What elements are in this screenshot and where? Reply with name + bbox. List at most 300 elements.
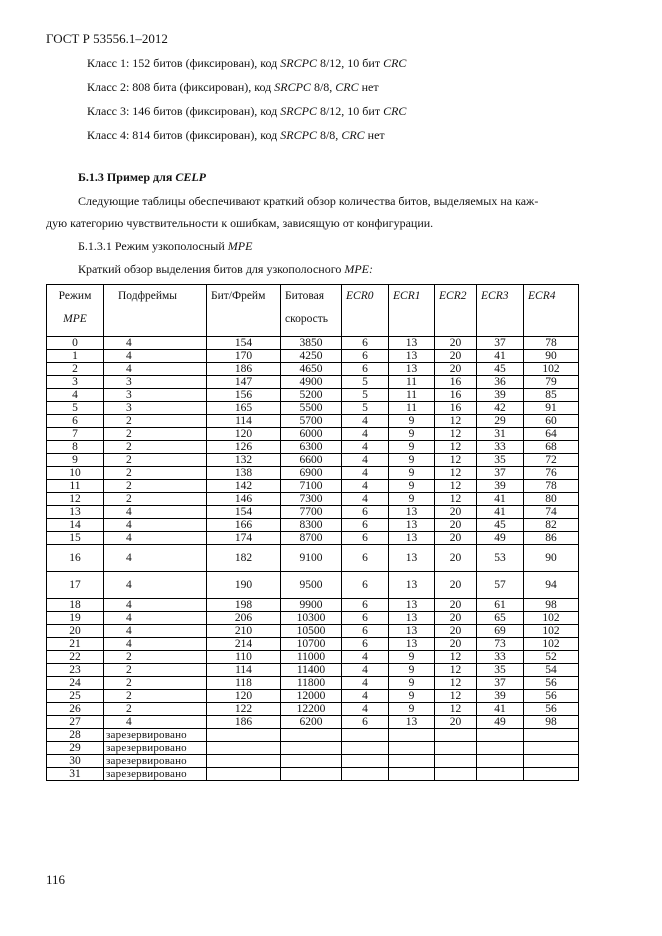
- table-cell: 85: [524, 389, 579, 402]
- table-cell: 3: [104, 389, 207, 402]
- table-cell: 12: [435, 480, 477, 493]
- table-cell: 102: [524, 612, 579, 625]
- table-cell: 114: [207, 664, 281, 677]
- table-cell: 4: [342, 441, 389, 454]
- table-cell: 174: [207, 532, 281, 545]
- table-cell: 4: [104, 363, 207, 376]
- table-cell: 76: [524, 467, 579, 480]
- table-cell: 126: [207, 441, 281, 454]
- table-cell: [435, 768, 477, 781]
- table-cell: 4650: [281, 363, 342, 376]
- table-cell: 4: [104, 625, 207, 638]
- table-cell: 16: [435, 402, 477, 415]
- table-row: [47, 572, 579, 599]
- table-cell: 90: [524, 545, 579, 572]
- table-cell: 30: [47, 755, 104, 768]
- table-row: [47, 599, 579, 612]
- table-cell: 12: [435, 690, 477, 703]
- table-cell: 4900: [281, 376, 342, 389]
- table-cell: 13: [389, 506, 435, 519]
- table-cell: 4: [342, 651, 389, 664]
- table-cell: 41: [477, 350, 524, 363]
- table-cell: 9900: [281, 599, 342, 612]
- table-cell: 182: [207, 545, 281, 572]
- table-cell: 146: [207, 493, 281, 506]
- table-row: [47, 493, 579, 506]
- table-cell: 11: [389, 402, 435, 415]
- table-cell: 9: [389, 664, 435, 677]
- table-row: [47, 428, 579, 441]
- table-cell: 41: [477, 703, 524, 716]
- table-cell: 6: [342, 572, 389, 599]
- table-cell: 114: [207, 415, 281, 428]
- table-cell: 6: [342, 638, 389, 651]
- table-cell: [435, 742, 477, 755]
- table-cell: 9: [389, 415, 435, 428]
- table-cell: 156: [207, 389, 281, 402]
- table-cell: 12000: [281, 690, 342, 703]
- table-row: [47, 376, 579, 389]
- table-cell: 35: [477, 454, 524, 467]
- table-cell: 2: [104, 651, 207, 664]
- table-cell: 12: [435, 677, 477, 690]
- table-cell: 9: [389, 677, 435, 690]
- table-cell: 94: [524, 572, 579, 599]
- table-cell: 198: [207, 599, 281, 612]
- table-cell: 12200: [281, 703, 342, 716]
- table-cell: 170: [207, 350, 281, 363]
- table-cell: 4: [342, 690, 389, 703]
- table-cell: 57: [477, 572, 524, 599]
- table-cell: [207, 768, 281, 781]
- table-cell: 37: [477, 337, 524, 350]
- header-ecr2: ECR2: [435, 285, 477, 337]
- table-cell: [342, 742, 389, 755]
- table-cell: 13: [389, 337, 435, 350]
- header-ecr1: ECR1: [389, 285, 435, 337]
- table-cell: 78: [524, 337, 579, 350]
- header-mode: Режим MPE: [47, 285, 104, 337]
- table-cell: 35: [477, 664, 524, 677]
- table-cell: 98: [524, 599, 579, 612]
- table-cell: 16: [435, 376, 477, 389]
- table-cell: 91: [524, 402, 579, 415]
- table-cell: 13: [389, 532, 435, 545]
- table-cell: [524, 768, 579, 781]
- table-cell: 4: [342, 703, 389, 716]
- table-cell: 9: [389, 690, 435, 703]
- table-cell: 1: [47, 350, 104, 363]
- table-row-reserved: [47, 742, 579, 755]
- table-cell: 12: [435, 664, 477, 677]
- table-row: [47, 545, 579, 572]
- table-cell: 4: [104, 337, 207, 350]
- table-cell: 12: [435, 454, 477, 467]
- table-cell: 12: [435, 467, 477, 480]
- table-cell: 142: [207, 480, 281, 493]
- table-cell: 11: [389, 389, 435, 402]
- table-cell: [342, 729, 389, 742]
- table-cell: 5: [47, 402, 104, 415]
- table-cell: 10500: [281, 625, 342, 638]
- table-cell: 64: [524, 428, 579, 441]
- table-cell: 120: [207, 690, 281, 703]
- table-cell: 6: [342, 506, 389, 519]
- table-cell: 6200: [281, 716, 342, 729]
- table-cell: 28: [47, 729, 104, 742]
- table-cell: 4: [104, 350, 207, 363]
- table-cell: 20: [435, 337, 477, 350]
- table-cell: [389, 742, 435, 755]
- table-cell: 11400: [281, 664, 342, 677]
- table-cell: 5: [342, 376, 389, 389]
- table-cell: 5700: [281, 415, 342, 428]
- table-cell: 4: [342, 467, 389, 480]
- table-cell: 86: [524, 532, 579, 545]
- table-cell: 69: [477, 625, 524, 638]
- table-cell: 147: [207, 376, 281, 389]
- table-row-reserved: [47, 729, 579, 742]
- table-cell: 9: [389, 480, 435, 493]
- header-ecr0: ECR0: [342, 285, 389, 337]
- table-cell: 73: [477, 638, 524, 651]
- table-cell: 154: [207, 337, 281, 350]
- table-cell: 13: [389, 625, 435, 638]
- table-cell: 6600: [281, 454, 342, 467]
- table-cell: [477, 729, 524, 742]
- table-cell: 49: [477, 716, 524, 729]
- class-line: Класс 3: 146 битов (фиксирован), код SRCPC 8/12, 10 бит CRC: [87, 104, 407, 118]
- table-cell: 20: [435, 350, 477, 363]
- table-cell: 20: [435, 599, 477, 612]
- table-cell: 8300: [281, 519, 342, 532]
- table-cell: 4: [104, 716, 207, 729]
- table-cell: 12: [435, 493, 477, 506]
- table-cell: 20: [435, 545, 477, 572]
- table-cell: 118: [207, 677, 281, 690]
- table-cell: [477, 742, 524, 755]
- table-cell: 166: [207, 519, 281, 532]
- table-cell: 6900: [281, 467, 342, 480]
- table-cell: 74: [524, 506, 579, 519]
- table-cell: [524, 755, 579, 768]
- table-cell: 4: [104, 599, 207, 612]
- table-row: [47, 677, 579, 690]
- table-cell: 42: [477, 402, 524, 415]
- table-cell: 20: [435, 506, 477, 519]
- table-cell: 9: [389, 441, 435, 454]
- table-cell: 6000: [281, 428, 342, 441]
- table-row: [47, 467, 579, 480]
- table-cell: 12: [435, 441, 477, 454]
- table-cell: 68: [524, 441, 579, 454]
- table-cell: 2: [104, 493, 207, 506]
- table-row: [47, 363, 579, 376]
- table-row: [47, 454, 579, 467]
- table-cell: 4: [342, 664, 389, 677]
- table-cell: 214: [207, 638, 281, 651]
- table-cell: 2: [47, 363, 104, 376]
- table-cell: 4: [47, 389, 104, 402]
- table-cell: 3850: [281, 337, 342, 350]
- table-cell: 102: [524, 638, 579, 651]
- table-cell: 6: [342, 545, 389, 572]
- table-cell: 9: [389, 493, 435, 506]
- table-cell: 20: [435, 572, 477, 599]
- table-cell: 25: [47, 690, 104, 703]
- table-cell: 11000: [281, 651, 342, 664]
- header-ecr3: ECR3: [477, 285, 524, 337]
- table-cell: 0: [47, 337, 104, 350]
- table-cell: 61: [477, 599, 524, 612]
- table-cell: 6: [342, 350, 389, 363]
- table-row: [47, 415, 579, 428]
- table-cell: 7100: [281, 480, 342, 493]
- table-row: [47, 690, 579, 703]
- table-cell: 41: [477, 493, 524, 506]
- table-cell: 6: [342, 612, 389, 625]
- table-cell: 13: [389, 545, 435, 572]
- table-cell: 10300: [281, 612, 342, 625]
- class-line: Класс 1: 152 битов (фиксирован), код SRCPC 8/12, 10 бит CRC: [87, 56, 407, 70]
- table-cell: [477, 768, 524, 781]
- table-cell: 52: [524, 651, 579, 664]
- table-cell: 12: [435, 415, 477, 428]
- table-cell: [524, 729, 579, 742]
- table-cell: 20: [435, 363, 477, 376]
- table-row: [47, 337, 579, 350]
- table-cell: 9: [389, 703, 435, 716]
- table-cell: 6: [342, 532, 389, 545]
- table-row: [47, 625, 579, 638]
- table-cell: 10700: [281, 638, 342, 651]
- table-cell: [281, 755, 342, 768]
- table-cell: 33: [477, 441, 524, 454]
- table-row: [47, 703, 579, 716]
- table-cell: 7700: [281, 506, 342, 519]
- table-cell: 56: [524, 703, 579, 716]
- table-cell: 13: [389, 363, 435, 376]
- table-row: [47, 519, 579, 532]
- table-cell: 56: [524, 677, 579, 690]
- table-cell: 138: [207, 467, 281, 480]
- table-cell: [477, 755, 524, 768]
- table-cell: 45: [477, 363, 524, 376]
- table-cell: 3: [104, 376, 207, 389]
- table-cell: 22: [47, 651, 104, 664]
- table-cell: 4: [342, 428, 389, 441]
- table-cell: 19: [47, 612, 104, 625]
- table-cell: 11: [389, 376, 435, 389]
- table-cell: [207, 755, 281, 768]
- table-cell: 80: [524, 493, 579, 506]
- table-cell: 4: [104, 612, 207, 625]
- table-cell: 37: [477, 467, 524, 480]
- table-row: [47, 651, 579, 664]
- table-cell: [207, 729, 281, 742]
- table-row: [47, 716, 579, 729]
- table-cell: 102: [524, 625, 579, 638]
- table-cell: [281, 729, 342, 742]
- table-cell: 20: [435, 638, 477, 651]
- table-cell: 2: [104, 480, 207, 493]
- table-cell: [342, 768, 389, 781]
- table-cell: 39: [477, 480, 524, 493]
- table-cell: 10: [47, 467, 104, 480]
- table-cell: [435, 729, 477, 742]
- table-cell: 54: [524, 664, 579, 677]
- class-line: Класс 2: 808 бита (фиксирован), код SRCPC 8/8, CRC нет: [87, 80, 379, 94]
- table-cell: 7: [47, 428, 104, 441]
- table-cell: 18: [47, 599, 104, 612]
- table-cell: 12: [435, 428, 477, 441]
- table-cell: 27: [47, 716, 104, 729]
- table-cell: 20: [435, 612, 477, 625]
- table-cell: 13: [389, 519, 435, 532]
- table-cell: 11: [47, 480, 104, 493]
- table-row: [47, 612, 579, 625]
- table-cell: 78: [524, 480, 579, 493]
- table-cell: 26: [47, 703, 104, 716]
- table-cell: 7300: [281, 493, 342, 506]
- table-cell: 132: [207, 454, 281, 467]
- header-ecr4: ECR4: [524, 285, 579, 337]
- table-cell: 39: [477, 690, 524, 703]
- class-line: Класс 4: 814 битов (фиксирован), код SRCPC 8/8, CRC нет: [87, 128, 385, 142]
- table-row: [47, 402, 579, 415]
- table-cell: 9: [389, 467, 435, 480]
- table-cell: 6: [342, 625, 389, 638]
- table-cell: 49: [477, 532, 524, 545]
- header-subframes: Подфреймы: [104, 285, 207, 337]
- table-row: [47, 389, 579, 402]
- table-cell: 8700: [281, 532, 342, 545]
- header-bits-per-frame: Бит/Фрейм: [207, 285, 281, 337]
- table-cell: 9: [389, 651, 435, 664]
- table-cell: зарезервировано: [104, 755, 207, 768]
- table-row-reserved: [47, 755, 579, 768]
- table-cell: 6300: [281, 441, 342, 454]
- table-cell: 60: [524, 415, 579, 428]
- table-cell: 31: [477, 428, 524, 441]
- table-cell: 154: [207, 506, 281, 519]
- header-bitrate: Битовая скорость: [281, 285, 342, 337]
- table-cell: 98: [524, 716, 579, 729]
- table-cell: 15: [47, 532, 104, 545]
- table-cell: 79: [524, 376, 579, 389]
- table-cell: 4: [104, 545, 207, 572]
- table-cell: 11800: [281, 677, 342, 690]
- table-cell: 13: [389, 612, 435, 625]
- table-cell: 6: [342, 363, 389, 376]
- table-cell: 12: [47, 493, 104, 506]
- table-cell: 190: [207, 572, 281, 599]
- table-cell: 13: [389, 599, 435, 612]
- table-cell: 9: [47, 454, 104, 467]
- table-cell: 4: [104, 532, 207, 545]
- table-cell: 14: [47, 519, 104, 532]
- page-number: 116: [46, 872, 66, 887]
- table-cell: 4: [104, 506, 207, 519]
- table-cell: 4: [104, 519, 207, 532]
- table-cell: 65: [477, 612, 524, 625]
- table-cell: 9: [389, 454, 435, 467]
- table-cell: [389, 755, 435, 768]
- table-cell: 110: [207, 651, 281, 664]
- table-cell: 20: [435, 519, 477, 532]
- table-cell: 20: [435, 625, 477, 638]
- table-cell: 4: [104, 638, 207, 651]
- table-cell: 2: [104, 677, 207, 690]
- table-cell: 6: [342, 519, 389, 532]
- table-cell: 37: [477, 677, 524, 690]
- table-cell: 36: [477, 376, 524, 389]
- table-cell: 29: [47, 742, 104, 755]
- table-cell: 3: [104, 402, 207, 415]
- table-cell: 41: [477, 506, 524, 519]
- table-cell: 72: [524, 454, 579, 467]
- table-cell: 6: [342, 599, 389, 612]
- table-cell: 20: [47, 625, 104, 638]
- table-cell: 122: [207, 703, 281, 716]
- table-cell: 39: [477, 389, 524, 402]
- table-row: [47, 532, 579, 545]
- table-cell: 33: [477, 651, 524, 664]
- table-cell: 4: [104, 572, 207, 599]
- table-cell: 2: [104, 415, 207, 428]
- table-cell: [435, 755, 477, 768]
- table-cell: 13: [389, 716, 435, 729]
- table-row: [47, 350, 579, 363]
- table-cell: [281, 768, 342, 781]
- table-cell: 2: [104, 441, 207, 454]
- table-cell: 8: [47, 441, 104, 454]
- table-cell: 2: [104, 690, 207, 703]
- table-cell: 9100: [281, 545, 342, 572]
- table-cell: 9500: [281, 572, 342, 599]
- table-cell: 165: [207, 402, 281, 415]
- table-row: [47, 441, 579, 454]
- table-cell: 45: [477, 519, 524, 532]
- table-cell: 2: [104, 428, 207, 441]
- table-caption: Краткий обзор выделения битов для узкополосного MPE:: [78, 262, 373, 276]
- table-cell: 5500: [281, 402, 342, 415]
- table-cell: 23: [47, 664, 104, 677]
- table-cell: 206: [207, 612, 281, 625]
- table-cell: [281, 742, 342, 755]
- table-cell: 4: [342, 454, 389, 467]
- table-cell: 20: [435, 532, 477, 545]
- table-cell: 56: [524, 690, 579, 703]
- table-cell: 4: [342, 415, 389, 428]
- table-cell: 21: [47, 638, 104, 651]
- table-cell: 24: [47, 677, 104, 690]
- table-cell: [524, 742, 579, 755]
- table-cell: зарезервировано: [104, 729, 207, 742]
- table-cell: 5200: [281, 389, 342, 402]
- table-cell: 12: [435, 703, 477, 716]
- table-cell: [207, 742, 281, 755]
- table-cell: 13: [389, 350, 435, 363]
- table-cell: [389, 729, 435, 742]
- table-cell: 186: [207, 363, 281, 376]
- table-cell: 31: [47, 768, 104, 781]
- table-header-row: [47, 285, 579, 337]
- table-cell: 6: [47, 415, 104, 428]
- table-cell: 13: [389, 572, 435, 599]
- table-cell: 4: [342, 493, 389, 506]
- table-cell: зарезервировано: [104, 742, 207, 755]
